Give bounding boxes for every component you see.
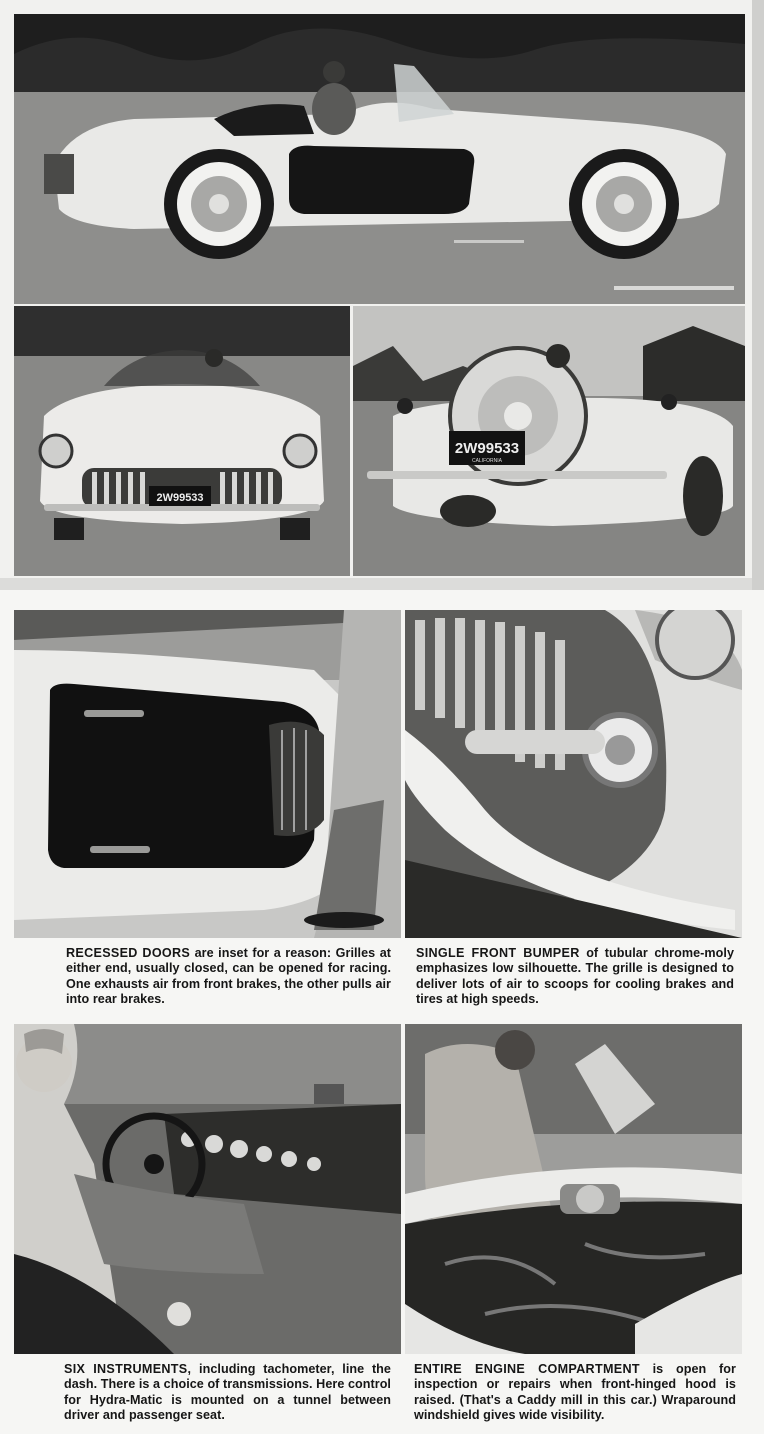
- photo-front-bumper-closeup: [405, 610, 742, 938]
- photo-dashboard-instruments: [14, 1024, 401, 1354]
- caption-engine-compartment: [414, 1362, 736, 1424]
- caption-recessed-doors: [66, 946, 391, 1008]
- caption-lead: SIX INSTRUMENTS,: [64, 1362, 192, 1376]
- caption-body: is open for inspection or repairs when front-hinged hood is raised. (That's a Caddy mill in this car.) Wraparound windshield gives wide visibility.: [414, 1362, 736, 1423]
- photo-car-front-view: [14, 306, 350, 576]
- caption-lead: RECESSED DOORS: [66, 946, 191, 960]
- page-edge-shadow: [752, 0, 764, 590]
- caption-six-instruments: [64, 1362, 391, 1424]
- photo-recessed-door: [14, 610, 401, 938]
- caption-body: are inset for a reason: Grilles at either end, usually closed, can be opened for racing. One exhausts air from front brakes, the other pulls air into rear brakes.: [66, 946, 391, 1007]
- caption-lead: ENTIRE ENGINE COMPARTMENT: [414, 1362, 640, 1376]
- caption-body: of tubular chrome-moly emphasizes low silhouette. The grille is designed to deliver lots of air to scoops for cooling brakes and tires at high speeds.: [416, 946, 735, 1007]
- caption-body: including tachometer, line the dash. There is a choice of transmissions. Here control for Hydra-Matic is mounted on a tunnel between driver and passenger seat.: [64, 1362, 391, 1423]
- caption-front-bumper: [416, 946, 734, 1008]
- photo-car-rear-view: [353, 306, 745, 576]
- rear-license-plate: 2W99533: [454, 440, 520, 457]
- rear-plate-state: CALIFORNIA: [471, 458, 503, 464]
- photo-car-side-profile: [14, 14, 745, 304]
- front-license-plate: 2W99533: [156, 492, 204, 504]
- photo-engine-compartment: [405, 1024, 742, 1354]
- caption-lead: SINGLE FRONT BUMPER: [416, 946, 580, 960]
